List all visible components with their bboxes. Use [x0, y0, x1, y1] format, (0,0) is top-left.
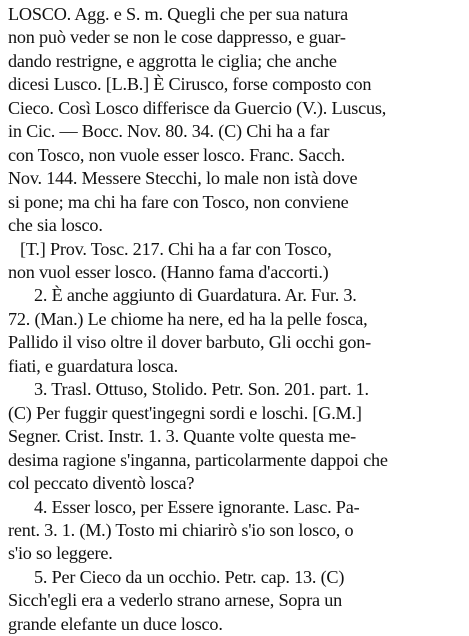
- entry-line: si pone; ma chi ha fare con Tosco, non conviene: [8, 191, 349, 212]
- entry-line: Nov. 144. Messere Stecchi, lo male non istà dove: [8, 168, 358, 189]
- dictionary-entry-losco: [8, 3, 463, 636]
- entry-line: [T.] Prov. Tosc. 217. Chi ha a far con Tosco,: [20, 238, 332, 259]
- entry-line: grande elefante un duce losco.: [8, 613, 223, 634]
- entry-line: Segner. Crist. Instr. 1. 3. Quante volte questa me-: [8, 426, 356, 447]
- entry-line: rent. 3. 1. (M.) Tosto mi chiarirò s'io son losco, o: [8, 519, 354, 540]
- sense-2-line: 2. È anche aggiunto di Guardatura. Ar. Fur. 3.: [34, 285, 357, 306]
- sense-5-line: 5. Per Cieco da un occhio. Petr. cap. 13. (C): [34, 566, 345, 587]
- sense-4-line: 4. Esser losco, per Essere ignorante. Lasc. Pa-: [34, 496, 360, 517]
- entry-line: Cieco. Così Losco differisce da Guercio (V.). Luscus,: [8, 97, 387, 118]
- entry-line: (C) Per fuggir quest'ingegni sordi e loschi. [G.M.]: [8, 402, 362, 423]
- entry-line: desima ragione s'inganna, particolarmente dappoi che: [8, 449, 388, 470]
- entry-line: non può veder se non le cose dappresso, e guar-: [8, 27, 346, 48]
- sense-3-line: 3. Trasl. Ottuso, Stolido. Petr. Son. 201. part. 1.: [34, 379, 369, 400]
- entry-line: che sia losco.: [8, 215, 103, 236]
- entry-line: Pallido il viso oltre il dover barbuto, Gli occhi gon-: [8, 332, 371, 353]
- entry-line: s'io so leggere.: [8, 543, 113, 564]
- entry-line: LOSCO. Agg. e S. m. Quegli che per sua natura: [8, 4, 349, 24]
- entry-line: col peccato diventò losca?: [8, 473, 195, 494]
- entry-line: con Tosco, non vuole esser losco. Franc. Sacch.: [8, 144, 345, 165]
- entry-line: dicesi Lusco. [L.B.] È Cirusco, forse composto con: [8, 74, 372, 95]
- entry-line: dando restrigne, e aggrotta le ciglia; che anche: [8, 50, 337, 71]
- entry-line: Sicch'egli era a vederlo strano arnese, Sopra un: [8, 590, 343, 611]
- entry-line: non vuol esser losco. (Hanno fama d'accorti.): [8, 261, 329, 282]
- entry-line: fiati, e guardatura losca.: [8, 355, 179, 376]
- entry-line: 72. (Man.) Le chiome ha nere, ed ha la pelle fosca,: [8, 308, 368, 329]
- entry-line: in Cic. — Bocc. Nov. 80. 34. (C) Chi ha a far: [8, 121, 330, 142]
